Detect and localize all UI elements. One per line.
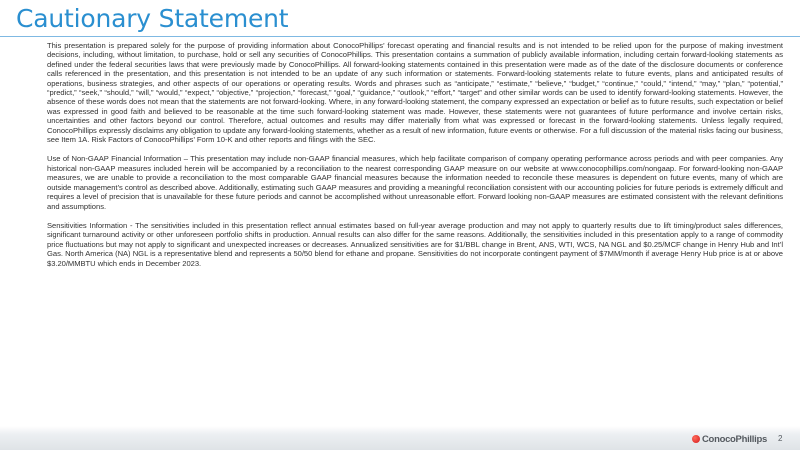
paragraph-sensitivities: Sensitivities Information - The sensitivities included in this presentation reflect annual estimates based on full-year average production and may not apply to quarterly results due to lift timing/product sales differences, significant turnaround activity or other unforeseen portfolio shifts in production. Annual results can also differ for the same reasons. Additionally, the sensitivities included in this presentation apply to a range of commodity price fluctuations but may not apply to significant and unexpected increases or decreases. Annualized sensitivities are for $1/BBL change in Brent, ANS, WTI, WCS, NA NGL and $0.25/MCF change in Henry Hub and Int’l Gas. North America (NA) NGL is a representative blend and represents a 50/50 blend for ethane and propane. Sensitivities do not incorporate contingent payment of $7MM/month if average Henry Hub price is at or above $3.20/MMBTU which ends in December 2023. <box>47 220 783 268</box>
logo-text: ConocoPhillips <box>702 433 767 445</box>
title-divider <box>0 36 800 37</box>
company-logo <box>692 432 767 446</box>
logo-mark-icon <box>692 435 700 443</box>
page-title: Cautionary Statement <box>16 4 289 33</box>
footer-band <box>0 426 800 450</box>
page-number: 2 <box>778 434 783 443</box>
paragraph-forward-looking: This presentation is prepared solely for the purpose of providing information about ConocoPhillips’ forecast operating and financial results and is not intended to be relied upon for the purpose of making investment decisions, including, without limitation, to purchase, hold or sell any securities of ConocoPhillips. This presentation contains a summation of publicly available information, including certain forward-looking statements as defined under the federal securities laws that were previously made by ConocoPhillips. All forward-looking statements contained in this presentation were made as of the date of the disclosure documents or conference calls referenced in the presentation, and this presentation is not intended to be an update of any such information or statements. Forward-looking statements relate to future events, plans and anticipated results of operations, business strategies, and other aspects of our operations or operating results. Words and phrases such as “anticipate,” “estimate,” “believe,” “budget,” “continue,” “could,” “intend,” “may,” “plan,” “potential,” “predict,” “seek,” “should,” “will,” “would,” “expect,” “objective,” “projection,” “forecast,” “goal,” “guidance,” “outlook,” “effort,” “target” and other similar words can be used to identify forward-looking statements. However, the absence of these words does not mean that the statements are not forward-looking. Where, in any forward-looking statement, the company expressed an expectation or belief as to future results, such expectation or belief was expressed in good faith and believed to be reasonable at the time such forward-looking statement was made. However, these statements were not guarantees of future performance and involve certain risks, uncertainties and other factors beyond our control. Therefore, actual outcomes and results may differ materially from what was expressed or forecast in the forward-looking statements. Unless legally required, ConocoPhillips expressly disclaims any obligation to update any forward-looking statements, whether as a result of new information, future events or otherwise. For a full discussion of the material risks facing our business, see Item 1A. Risk Factors of ConocoPhillips’ Form 10-K and other reports and filings with the SEC. <box>47 41 783 145</box>
disclaimer-body <box>47 41 783 278</box>
paragraph-non-gaap: Use of Non-GAAP Financial Information – This presentation may include non-GAAP financial measures, which help facilitate comparison of company operating performance across periods and with peer companies. Any historical non-GAAP measures included herein will be accompanied by a reconciliation to the nearest corresponding GAAP measure on our website at www.conocophillips.com/nongaap. For forward-looking non-GAAP measures, we are unable to provide a reconciliation to the most comparable GAAP financial measures because the information needed to reconcile these measures is dependent on future events, many of which are outside management’s control as described above. Additionally, estimating such GAAP measures and providing a meaningful reconciliation consistent with our accounting policies for future periods is extremely difficult and requires a level of precision that is unavailable for these future periods and cannot be accomplished without unreasonable effort. Forward looking non-GAAP measures are estimated consistent with the relevant definitions and assumptions. <box>47 154 783 211</box>
